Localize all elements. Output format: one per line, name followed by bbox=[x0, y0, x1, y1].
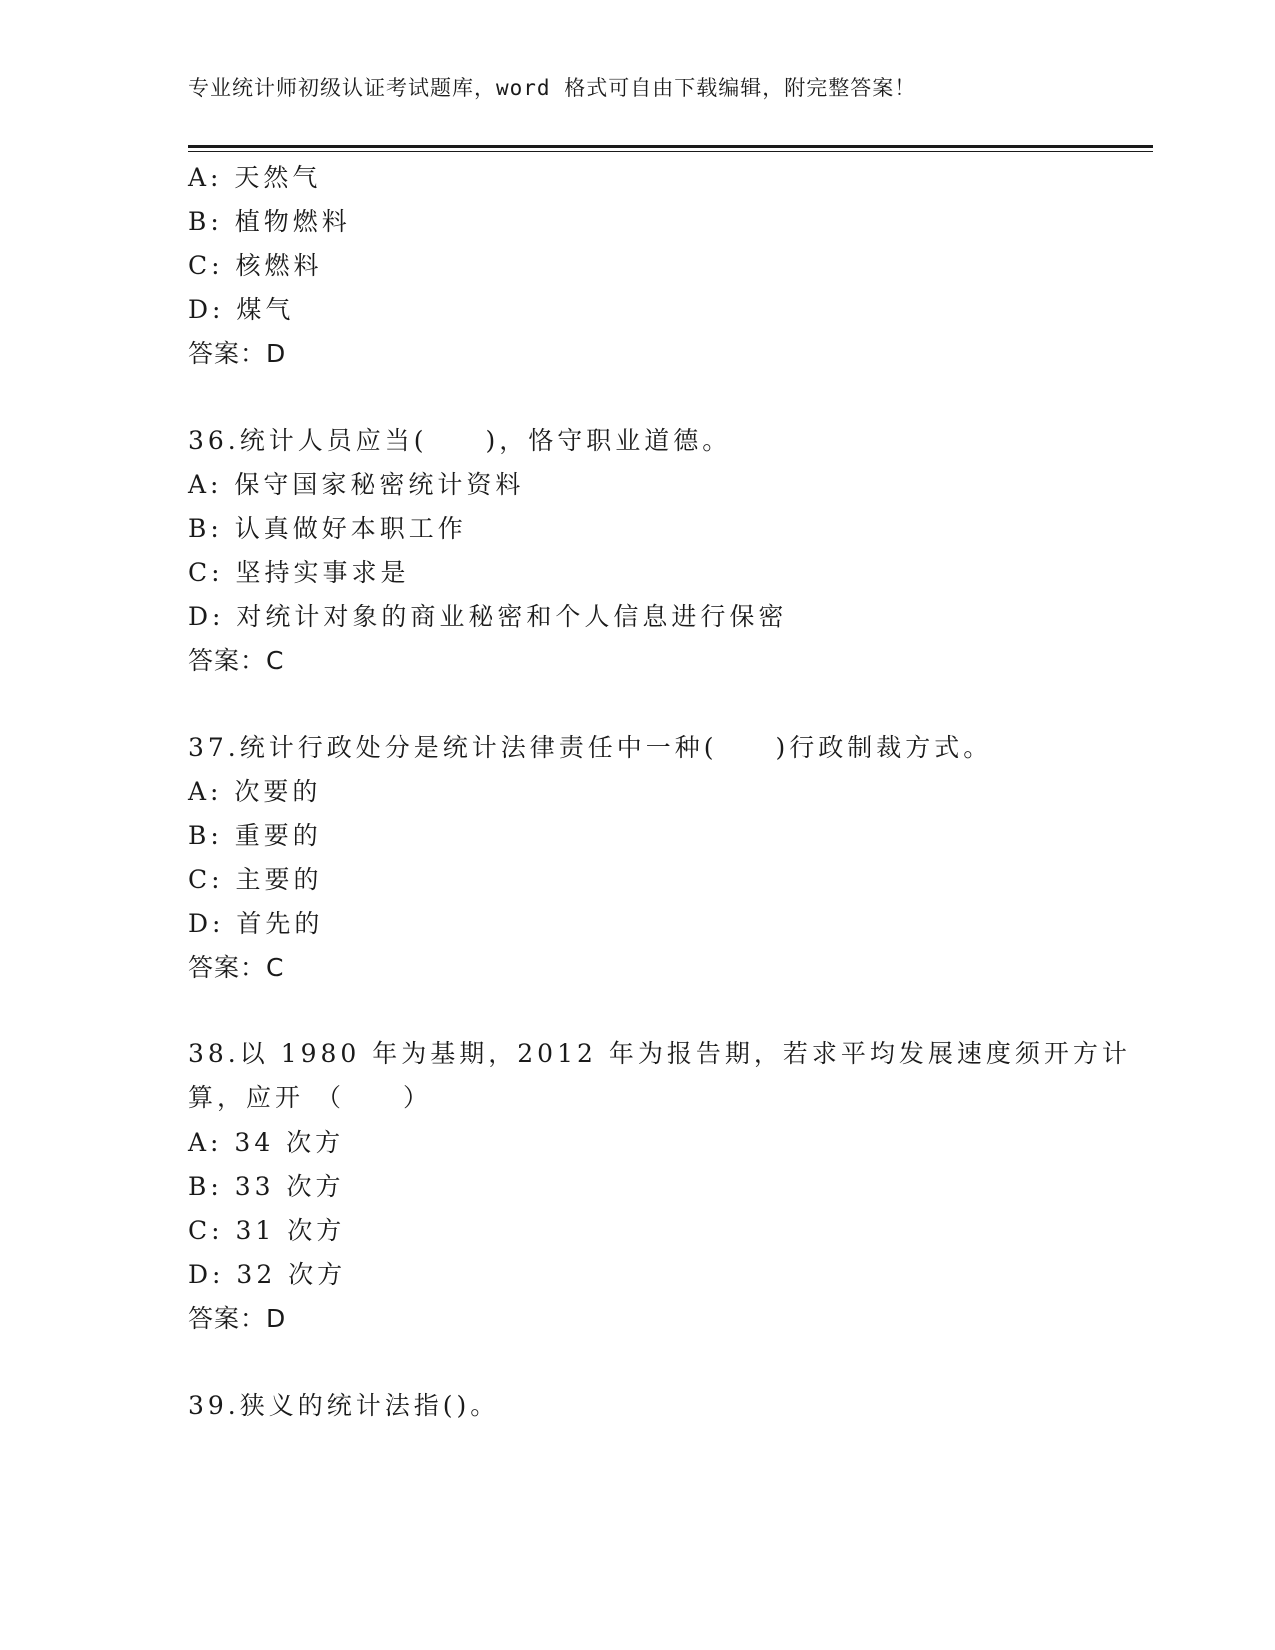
q35-option-d: D: 煤气 bbox=[188, 295, 295, 324]
q38-option-a: A: 34 次方 bbox=[188, 1128, 345, 1157]
q38-option-d: D: 32 次方 bbox=[188, 1260, 347, 1289]
page-header: 专业统计师初级认证考试题库，word 格式可自由下载编辑，附完整答案！ bbox=[188, 76, 917, 100]
q35-option-a: A: 天然气 bbox=[188, 163, 322, 192]
q38-option-b: B: 33 次方 bbox=[188, 1172, 345, 1201]
q38-stem-line2: 算，应开 （ ） bbox=[188, 1083, 432, 1112]
header-rule-thin bbox=[188, 151, 1153, 152]
q37-stem: 37.统计行政处分是统计法律责任中一种( )行政制裁方式。 bbox=[188, 733, 993, 762]
q36-option-a: A: 保守国家秘密统计资料 bbox=[188, 470, 525, 499]
q36-stem: 36.统计人员应当( )，恪守职业道德。 bbox=[188, 426, 732, 455]
q37-option-d: D: 首先的 bbox=[188, 909, 324, 938]
q36-option-d: D: 对统计对象的商业秘密和个人信息进行保密 bbox=[188, 602, 788, 631]
q36-option-c: C: 坚持实事求是 bbox=[188, 558, 410, 587]
q35-option-b: B: 植物燃料 bbox=[188, 207, 351, 236]
q36-answer: 答案：C bbox=[188, 646, 285, 675]
q38-option-c: C: 31 次方 bbox=[188, 1216, 346, 1245]
q38-stem-line1: 38.以 1980 年为基期，2012 年为报告期，若求平均发展速度须开方计 bbox=[188, 1039, 1131, 1068]
q38-answer: 答案：D bbox=[188, 1304, 287, 1333]
q35-option-c: C: 核燃料 bbox=[188, 251, 323, 280]
q37-answer: 答案：C bbox=[188, 953, 285, 982]
q36-option-b: B: 认真做好本职工作 bbox=[188, 514, 467, 543]
header-rule-thick bbox=[188, 145, 1153, 148]
q37-option-c: C: 主要的 bbox=[188, 865, 323, 894]
q37-option-b: B: 重要的 bbox=[188, 821, 322, 850]
q35-answer: 答案：D bbox=[188, 339, 287, 368]
q39-stem: 39.狭义的统计法指()。 bbox=[188, 1391, 500, 1420]
q37-option-a: A: 次要的 bbox=[188, 777, 322, 806]
